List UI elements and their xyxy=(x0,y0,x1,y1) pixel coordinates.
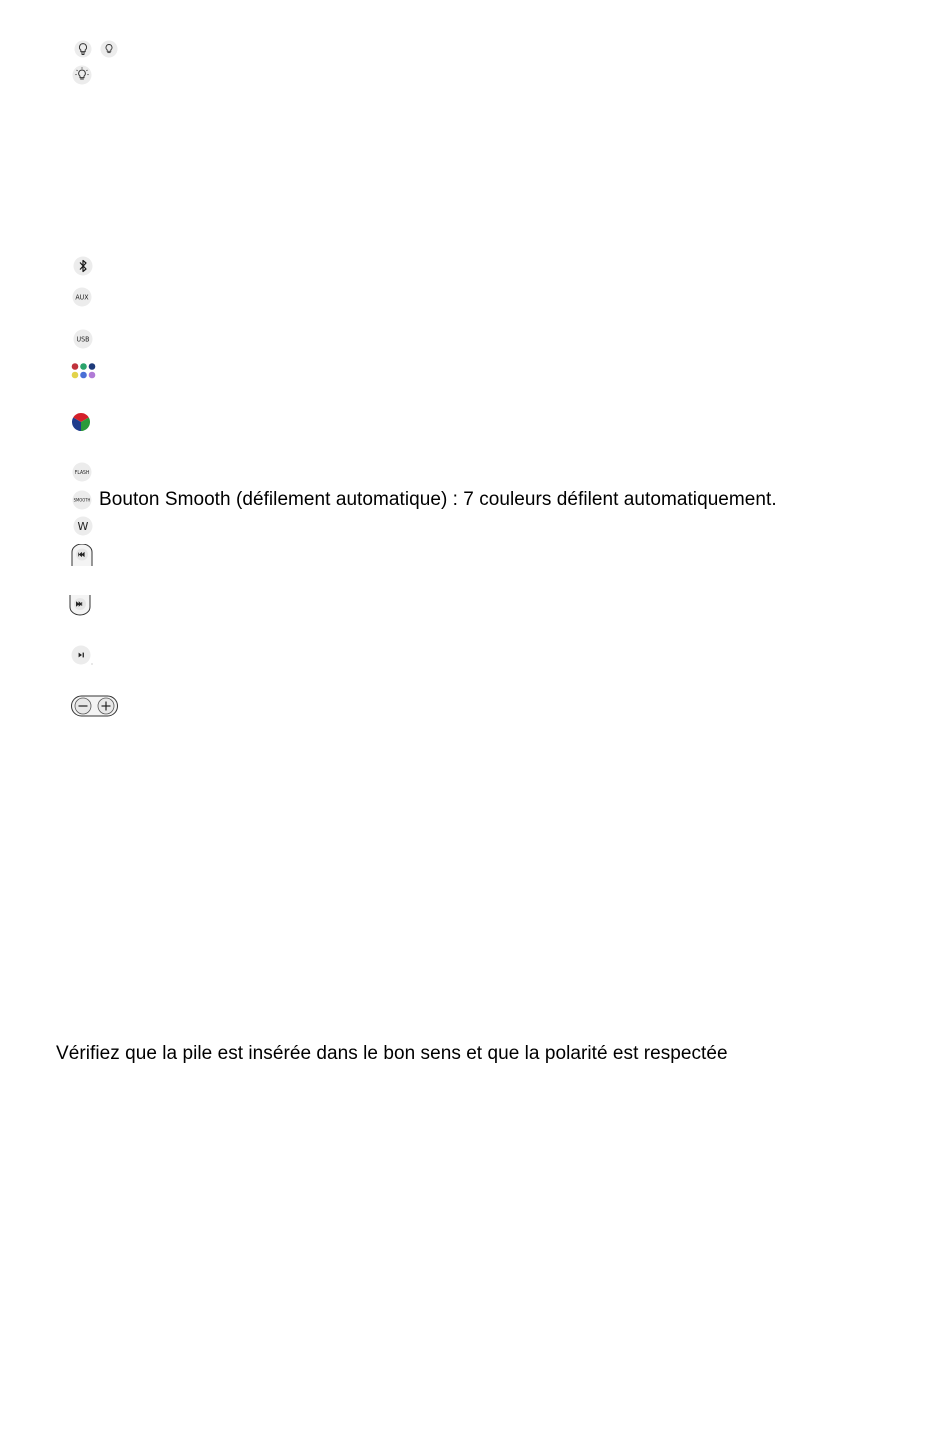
color-dot xyxy=(89,372,96,379)
color-dot xyxy=(72,363,79,370)
light-bulb-on-icon xyxy=(72,65,92,85)
next-track-icon xyxy=(68,593,94,617)
flash-label: FLASH xyxy=(74,470,90,476)
white-label: W xyxy=(77,520,89,533)
light-bulb-off-icon xyxy=(74,40,92,58)
smooth-description: Bouton Smooth (défilement automatique) : 7 couleurs défilent automatiquement. xyxy=(99,489,777,510)
smooth-label: SMOOTH xyxy=(73,497,91,503)
color-dot xyxy=(80,363,87,370)
color-dot xyxy=(72,372,79,379)
color-dots-icon xyxy=(71,362,99,380)
bluetooth-icon xyxy=(73,256,93,276)
light-bulb-icon xyxy=(100,40,118,58)
color-dot xyxy=(89,363,96,370)
previous-track-icon xyxy=(70,544,96,568)
usb-label: USB xyxy=(76,335,90,344)
usb-icon xyxy=(73,329,93,349)
volume-minus-plus-icon xyxy=(70,694,120,718)
smooth-icon xyxy=(72,490,92,510)
battery-check-text: Vérifiez que la pile est insérée dans le bon sens et que la polarité est respectée xyxy=(56,1043,728,1064)
flash-icon xyxy=(72,462,92,482)
color-dot xyxy=(80,372,87,379)
rgb-wheel-icon xyxy=(71,412,91,432)
aux-label: AUX xyxy=(75,293,89,302)
white-icon xyxy=(73,516,93,536)
aux-icon xyxy=(72,287,92,307)
play-pause-icon xyxy=(71,645,95,667)
